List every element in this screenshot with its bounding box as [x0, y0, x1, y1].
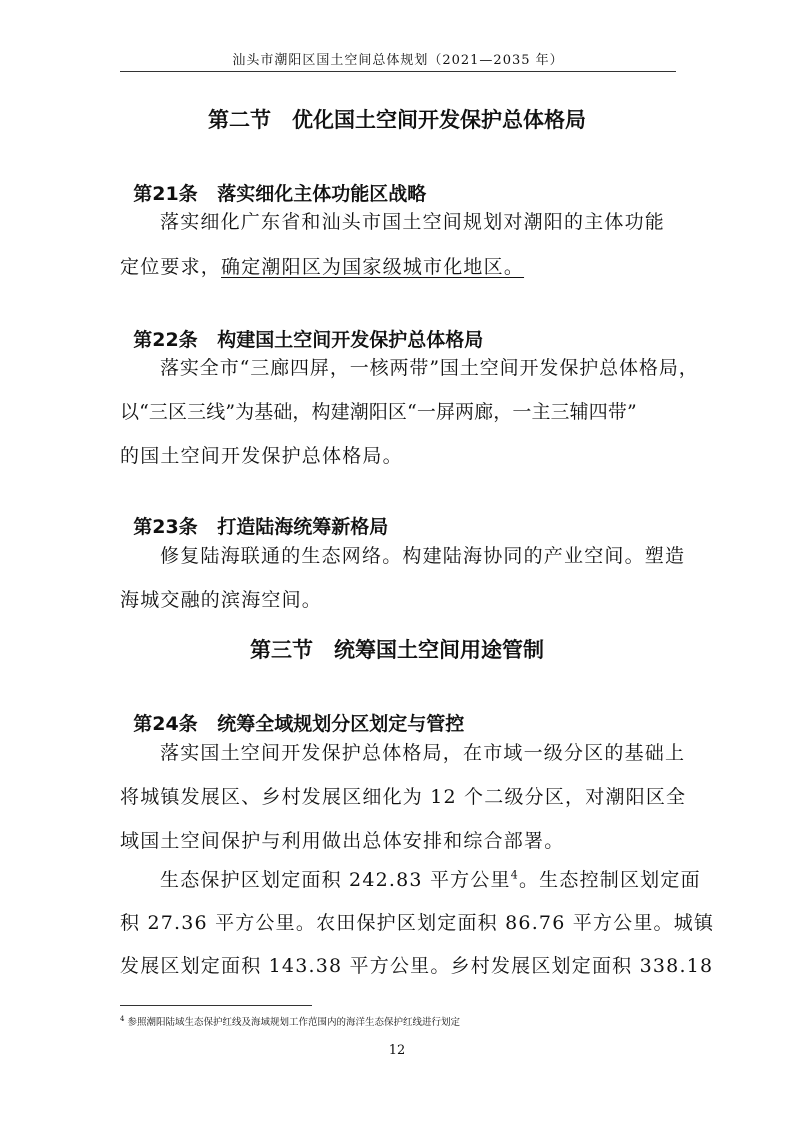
running-header: 汕头市潮阳区国土空间总体规划（2021—2035 年） — [232, 53, 564, 68]
footnote-marker: 4 — [120, 1014, 125, 1023]
footnote — [120, 1014, 460, 1028]
footnote-ref[interactable]: 4 — [510, 868, 519, 882]
section-title-3: 第三节 统筹国土空间用途管制 — [250, 638, 544, 662]
paragraph-line: 落实国土空间开发保护总体格局，在市域一级分区的基础上 — [160, 742, 686, 764]
article-number: 第24条 — [133, 713, 198, 735]
footnote-text: 参照潮阳陆域生态保护红线及海域规划工作范围内的海洋生态保护红线进行划定 — [127, 1017, 461, 1028]
section-title-2: 第二节 优化国土空间开发保护总体格局 — [208, 108, 586, 132]
paragraph-line: 落实细化广东省和汕头市国土空间规划对潮阳的主体功能 — [160, 211, 666, 233]
article-24-heading — [120, 687, 464, 736]
article-23-heading — [120, 490, 388, 539]
footnote-rule — [120, 1005, 312, 1006]
article-title: 落实细化主体功能区战略 — [217, 183, 427, 205]
article-22-heading — [120, 303, 483, 352]
header-rule — [120, 71, 676, 72]
paragraph-line: 以“三区三线”为基础，构建潮阳区“一屏两廊，一主三辅四带” — [120, 401, 637, 423]
paragraph-line: 的国土空间开发保护总体格局。 — [120, 445, 403, 467]
paragraph-line: 生态保护区划定面积 242.83 平方公里$^4$。生态控制区划定面 — [160, 868, 701, 891]
paragraph-line: 落实全市“三廊四屏，一核两带”国土空间开发保护总体格局， — [160, 357, 699, 379]
paragraph-line: 海城交融的滨海空间。 — [120, 589, 323, 611]
paragraph-line: 将城镇发展区、乡村发展区细化为 12 个二级分区，对潮阳区全 — [120, 786, 687, 808]
article-21-heading — [120, 157, 426, 206]
article-number: 第23条 — [133, 516, 198, 538]
paragraph-line: 定位要求，确定潮阳区为国家级城市化地区。 — [120, 256, 525, 278]
paragraph-line: 修复陆海联通的生态网络。构建陆海协同的产业空间。塑造 — [160, 545, 686, 567]
underlined-text: 确定潮阳区为国家级城市化地区。 — [221, 256, 525, 278]
article-number: 第21条 — [133, 183, 198, 205]
article-title: 统筹全域规划分区划定与管控 — [217, 713, 465, 735]
page-number: 12 — [388, 1043, 406, 1058]
paragraph-line: 发展区划定面积 143.38 平方公里。乡村发展区划定面积 338.18 — [120, 955, 714, 977]
paragraph-line: 积 27.36 平方公里。农田保护区划定面积 86.76 平方公里。城镇 — [120, 912, 715, 934]
article-title: 打造陆海统筹新格局 — [217, 516, 389, 538]
paragraph-line: 域国土空间保护与利用做出总体安排和综合部署。 — [120, 830, 565, 852]
article-title: 构建国土空间开发保护总体格局 — [217, 329, 484, 351]
article-number: 第22条 — [133, 329, 198, 351]
